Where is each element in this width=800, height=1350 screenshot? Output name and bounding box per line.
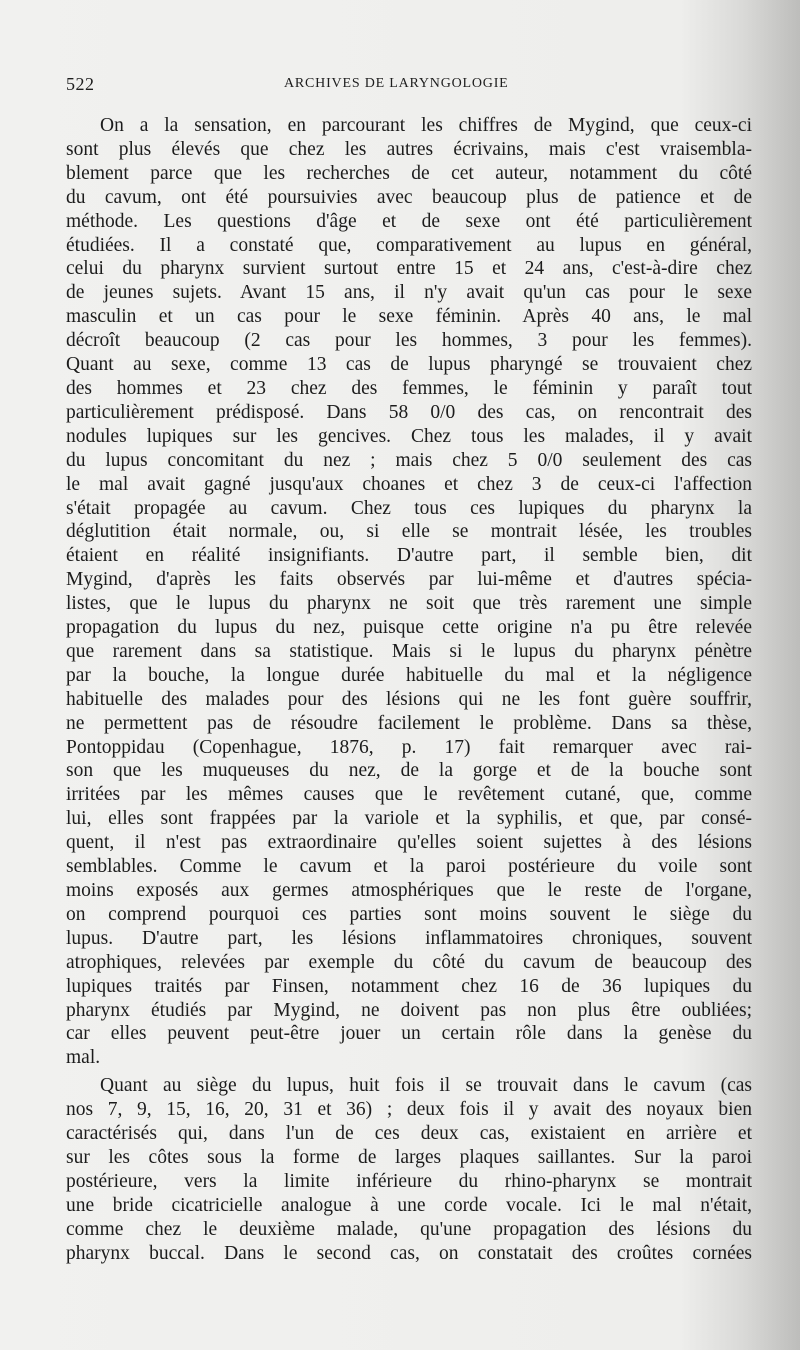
- text-line: déglutition était normale, ou, si elle se montrait lésée, les troubles: [66, 521, 752, 543]
- text-line: nos 7, 9, 15, 16, 20, 31 et 36) ; deux fois il y avait des noyaux bien: [66, 1099, 752, 1121]
- text-line: celui du pharynx survient surtout entre 15 et 24 ans, c'est-à-dire chez: [66, 258, 752, 280]
- text-line: ne permettent pas de résoudre facilement le problème. Dans sa thèse,: [66, 712, 752, 734]
- text-line: lupus. D'autre part, les lésions inflammatoires chroniques, souvent: [66, 927, 752, 949]
- text-line: pharynx étudiés par Mygind, ne doivent pas non plus être oubliées;: [66, 999, 752, 1021]
- text-line: Pontoppidau (Copenhague, 1876, p. 17) fait remarquer avec rai-: [66, 736, 752, 758]
- text-line: sur les côtes sous la forme de larges plaques saillantes. Sur la paroi: [66, 1146, 752, 1168]
- text-line: des hommes et 23 chez des femmes, le féminin y paraît tout: [66, 377, 752, 399]
- text-line: s'était propagée au cavum. Chez tous ces lupiques du pharynx la: [66, 497, 752, 519]
- running-head: [66, 74, 766, 98]
- text-line: mal.: [66, 1047, 101, 1069]
- text-line: habituelle des malades pour des lésions qui ne les font guère souffrir,: [66, 688, 752, 710]
- text-line: On a la sensation, en parcourant les chiffres de Mygind, que ceux-ci: [100, 115, 752, 136]
- body-text: [66, 114, 752, 1266]
- text-line: semblables. Comme le cavum et la paroi postérieure du voile sont: [66, 856, 752, 878]
- text-line: masculin et un cas pour le sexe féminin. Après 40 ans, le mal: [66, 306, 752, 328]
- page-number: 522: [66, 74, 95, 94]
- text-line: que rarement dans sa statistique. Mais si le lupus du pharynx pénètre: [66, 640, 752, 662]
- text-line: car elles peuvent peut-être jouer un certain rôle dans la genèse du: [66, 1023, 752, 1045]
- text-line: décroît beaucoup (2 cas pour les hommes, 3 pour les femmes).: [66, 330, 752, 352]
- text-line: caractérisés qui, dans l'un de ces deux cas, existaient en arrière et: [66, 1123, 752, 1145]
- text-line: particulièrement prédisposé. Dans 58 0/0 des cas, on rencontrait des: [66, 401, 752, 423]
- text-line: Quant au sexe, comme 13 cas de lupus pharyngé se trouvaient chez: [66, 354, 752, 376]
- text-line: lupiques traités par Finsen, notamment chez 16 de 36 lupiques du: [66, 975, 752, 997]
- text-line: quent, il n'est pas extraordinaire qu'elles soient sujettes à des lésions: [66, 832, 752, 854]
- text-line: une bride cicatricielle analogue à une corde vocale. Ici le mal n'était,: [66, 1194, 752, 1216]
- text-line: méthode. Les questions d'âge et de sexe ont été particulièrement: [66, 210, 752, 232]
- text-line: étudiées. Il a constaté que, comparativement au lupus en général,: [66, 234, 752, 256]
- text-line: du cavum, ont été poursuivies avec beaucoup plus de patience et de: [66, 186, 752, 208]
- text-line: son que les muqueuses du nez, de la gorge et de la bouche sont: [66, 760, 752, 782]
- text-line: listes, que le lupus du pharynx ne soit que très rarement une simple: [66, 593, 752, 615]
- text-line: nodules lupiques sur les gencives. Chez tous les malades, il y avait: [66, 425, 752, 447]
- text-line: le mal avait gagné jusqu'aux choanes et chez 3 de ceux-ci l'affection: [66, 473, 752, 495]
- text-line: Quant au siège du lupus, huit fois il se trouvait dans le cavum (cas: [100, 1075, 752, 1097]
- text-line: étaient en réalité insignifiants. D'autre part, il semble bien, dit: [66, 545, 752, 567]
- text-line: comme chez le deuxième malade, qu'une propagation des lésions du: [66, 1218, 752, 1240]
- text-line: lui, elles sont frappées par la variole et la syphilis, et que, par consé-: [66, 808, 752, 830]
- text-line: de jeunes sujets. Avant 15 ans, il n'y avait qu'un cas pour le sexe: [66, 282, 752, 304]
- text-line: par la bouche, la longue durée habituelle du mal et la négligence: [66, 664, 752, 686]
- text-line: moins exposés aux germes atmosphériques que le reste de l'organe,: [66, 880, 752, 901]
- text-line: sont plus élevés que chez les autres écrivains, mais c'est vraisembla-: [66, 138, 752, 160]
- text-line: pharynx buccal. Dans le second cas, on constatait des croûtes cornées: [66, 1242, 752, 1264]
- text-line: blement parce que les recherches de cet auteur, notamment du côté: [66, 162, 752, 184]
- text-line: postérieure, vers la limite inférieure du rhino-pharynx se montrait: [66, 1170, 752, 1192]
- running-title: ARCHIVES DE LARYNGOLOGIE: [284, 76, 509, 91]
- text-line: on comprend pourquoi ces parties sont moins souvent le siège du: [66, 903, 752, 925]
- text-line: du lupus concomitant du nez ; mais chez 5 0/0 seulement des cas: [66, 449, 752, 471]
- text-line: propagation du lupus du nez, puisque cette origine n'a pu être relevée: [66, 617, 752, 639]
- text-line: Mygind, d'après les faits observés par lui-même et d'autres spécia-: [66, 569, 752, 591]
- text-line: atrophiques, relevées par exemple du côté du cavum de beaucoup des: [66, 951, 752, 973]
- text-line: irritées par les mêmes causes que le revêtement cutané, que, comme: [66, 784, 752, 806]
